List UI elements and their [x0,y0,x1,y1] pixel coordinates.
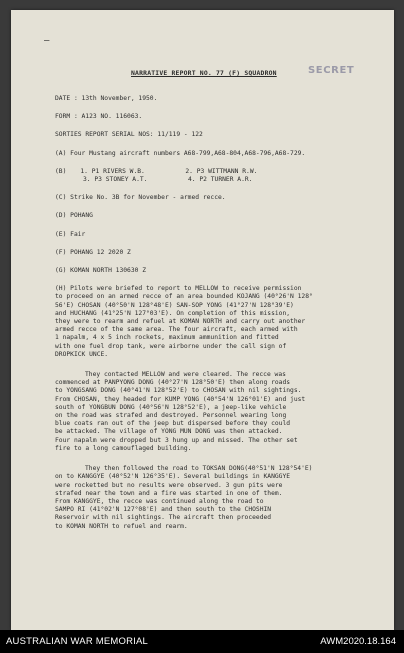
text-line: Four napalm were dropped but 3 hung up and missed. The other set [55,436,298,444]
weather-line: (E) Fair [55,230,86,238]
text-line: (H) Pilots were briefed to report to MELLOW to receive permission [55,285,302,293]
aircraft-line: (A) Four Mustang aircraft numbers A68-799,A68-804,A68-796,A68-729. [55,149,306,157]
strike-line: (C) Strike No. 3B for November - armed recce. [55,194,226,202]
text-line: They then followed the road to TOKSAN DONG(40°51'N 128°54'E) [85,465,313,473]
text-line: commenced at PANPYONG DONG (40°27'N 128°50'E) then along roads [55,379,291,387]
date-line: DATE : 13th November, 1950. [55,95,158,102]
paragraph-h [55,285,380,359]
text-line: to proceed on an armed recce of an area bounded KOJANG (40°26'N 128° [55,293,313,301]
text-line: From KANGGYE, the recce was continued along the road to [55,497,264,505]
pilots-label: (B) [55,167,67,175]
pilot-4: 4. P2 TURNER A.R. [188,176,253,184]
base-line: (D) POHANG [55,212,93,220]
text-line: They contacted MELLOW and were cleared. The recce was [85,371,286,379]
text-line: fire to a long camouflaged building. [55,444,192,452]
pilots-block [55,168,380,176]
text-line: on the road was strafed and destroyed. Personnel wearing long [55,412,287,420]
text-line: be attacked. The village of YONG MUN DONG was then attacked. [55,428,283,436]
pilot-1: 1. P1 RIVERS W.B. [80,167,145,175]
report-title: NARRATIVE REPORT NO. 77 (F) SQUADRON [131,69,277,77]
text-line: armed recce of the same area. The four aircraft, each armed with [55,326,298,334]
text-line: strafed near the town and a fire was started in one of them. [55,489,283,497]
paragraph-3 [55,465,380,531]
pilot-2: 2. P3 WITTMANN R.W. [185,167,258,175]
text-line: and HUCHANG (41°25'N 127°03'E). On completion of this mission, [55,309,291,317]
text-line: they were to rearm and refuel at KOMAN NORTH and carry out another [55,318,306,326]
report-body [55,95,380,531]
margin-mark: — [44,36,50,46]
text-line: to YONGSANG DONG (40°41'N 128°52'E) to CHOSAN with nil sightings. [55,387,302,395]
text-line: with one fuel drop tank, were airborne under the call sign of [55,342,287,350]
text-line: 56'E) CHOSAN (40°50'N 128°48'E) SAN-SOP YONG (41°27'N 128°39'E) [55,301,294,309]
text-line: From CHOSAN, they headed for KUMP YONG (40°54'N 126°01'E) and just [55,395,306,403]
text-line: Reservoir with nil sightings. The aircraft then proceeded [55,514,272,522]
landing-line: (G) KOMAN NORTH 130630 Z [55,267,146,275]
paragraph-2 [55,371,380,453]
text-line: were rocketted but no results were observed. 3 gun pits were [55,481,283,489]
text-line: 1 napalm, 4 x 5 inch rockets, maximum ammunition and fitted [55,334,279,342]
text-line: south of YONGBUN DONG (40°56'N 128°52'E), a jeep-like vehicle [55,403,287,411]
form-line: FORM : A123 NO. 116063. [55,113,143,121]
text-line: to KOMAN NORTH to refuel and rearm. [55,522,188,530]
item-reference: AWM2020.18.164 [320,636,396,647]
secret-stamp: SECRET [308,65,355,76]
text-line: DROPKICK UNCE. [55,350,109,358]
pilot-3: 3. P3 STONEY A.T. [83,176,148,184]
archive-footer [0,630,404,653]
text-line: blue coats ran out of the jeep but dispersed before they could [55,420,291,428]
institution-name: AUSTRALIAN WAR MEMORIAL [6,636,149,647]
text-line: SAMPO RI (41°02'N 127°08'E) and then south to the CHOSHIN [55,506,272,514]
takeoff-line: (F) POHANG 12 2020 Z [55,248,131,256]
text-line: on to KANGGYE (40°52'N 126°35'E). Several buildings in KANGGYE [55,473,291,481]
sortie-line: SORTIES REPORT SERIAL NOS: 11/119 - 122 [55,131,203,139]
